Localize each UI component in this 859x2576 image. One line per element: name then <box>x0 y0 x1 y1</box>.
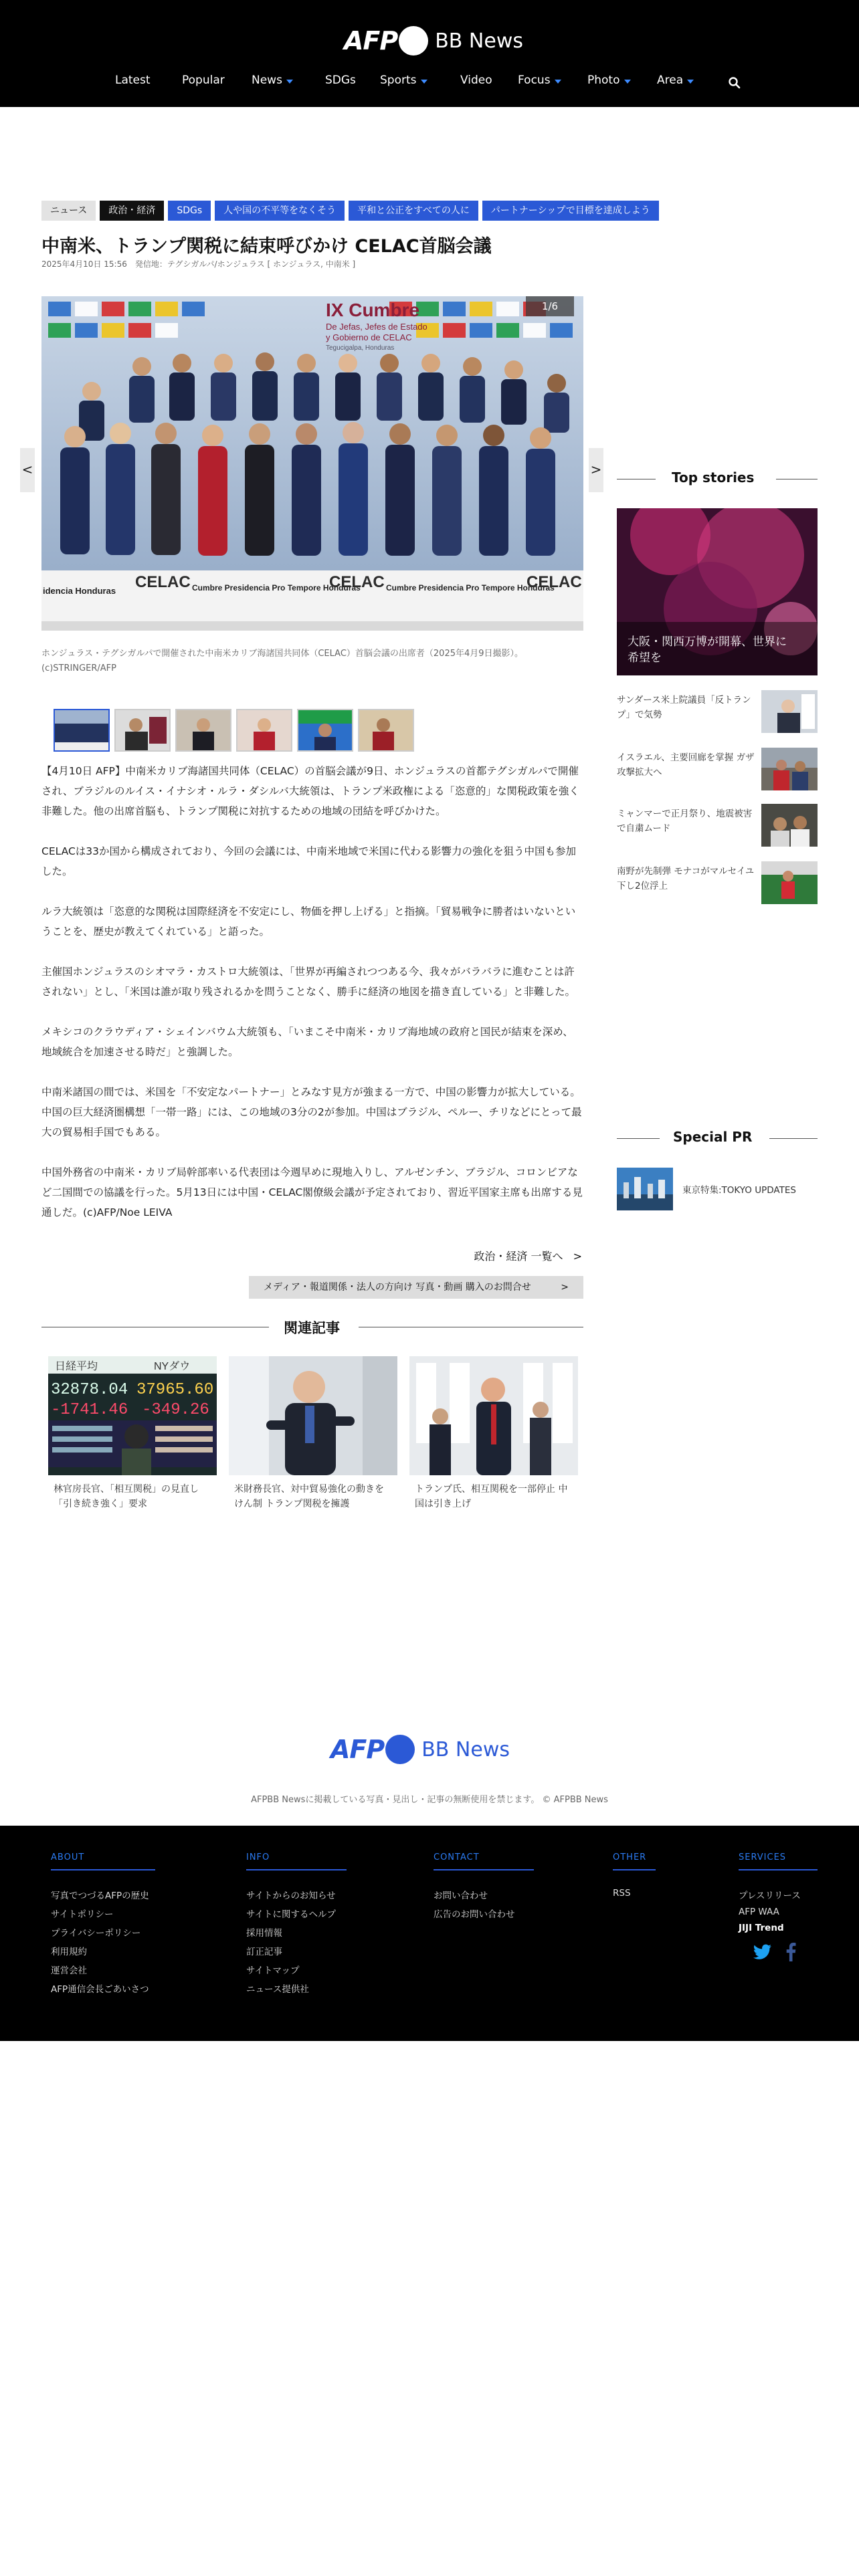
nav-label: Focus <box>518 74 551 87</box>
more-link-label: 政治・経済 一覧へ <box>474 1250 563 1263</box>
nav-area[interactable] <box>657 74 694 87</box>
story-title: サンダース米上院議員「反トランプ」で気勢 <box>617 695 751 720</box>
footer-link[interactable]: サイトからのお知らせ <box>246 1891 336 1901</box>
summit-group-photo <box>41 296 583 631</box>
footer-link[interactable]: ニュース提供社 <box>246 1984 309 1995</box>
top-story-item[interactable] <box>617 861 818 908</box>
pr-thumbnail <box>617 1168 673 1210</box>
svg-text:-1741.46: -1741.46 <box>51 1401 128 1419</box>
top-story-item[interactable] <box>617 804 818 851</box>
top-story-feature[interactable] <box>617 508 818 675</box>
site-footer <box>0 1826 859 2041</box>
banner-sub3: Tegucigalpa, Honduras <box>326 344 395 352</box>
footer-link[interactable]: RSS <box>613 1888 631 1899</box>
svg-text:-349.26: -349.26 <box>142 1401 209 1419</box>
footer-col-services <box>739 1852 818 1961</box>
nav-sports[interactable] <box>380 74 427 87</box>
chevron-right-icon: > <box>561 1282 569 1293</box>
photo-caption: ホンジュラス・テグシガルパで開催された中南米カリブ海諸国共同体（CELAC）首脳会議の出席者（2025年4月9日撮影）。(c)STRINGER/AFP <box>41 649 524 673</box>
footer-copyright: AFPBB Newsに掲載している写真・見出し・記事の無断使用を禁じます。 © AFPBB News <box>251 1795 608 1805</box>
footer-heading: SERVICES <box>739 1852 818 1870</box>
article-paragraph: 中国外務省の中南米・カリブ局幹部率いる代表団は今週早めに現地入りし、アルゼンチン、ブラジル、コロンビアなど二国間での協議を行った。5月13日には中国・CELAC閣僚級会議が予定されており、習近平国家主席も出席する見通しだ。(c)AFP/Noe LEIVA <box>41 1166 583 1218</box>
chevron-down-icon <box>555 80 561 84</box>
nav-label: Video <box>460 74 492 87</box>
chevron-left-icon: < <box>21 461 33 477</box>
twitter-icon[interactable] <box>753 1944 772 1960</box>
banner-title: IX Cumbre <box>326 300 420 320</box>
story-title: イスラエル、主要回廊を掌握 ガザ攻撃拡大へ <box>617 752 755 778</box>
main-photo[interactable] <box>41 296 583 631</box>
thumbnail-3[interactable] <box>175 709 231 752</box>
footer-link[interactable]: 運営会社 <box>51 1965 87 1976</box>
tag-peace-justice[interactable]: 平和と公正をすべての人に <box>349 201 478 221</box>
thumbnail-1[interactable] <box>54 709 110 752</box>
footer-heading: OTHER <box>613 1852 656 1870</box>
svg-text:CELAC: CELAC <box>329 573 385 591</box>
svg-text:CELAC: CELAC <box>135 573 191 591</box>
related-image <box>229 1356 397 1475</box>
related-text: トランプ氏、相互関税を一部停止 中国は引き上げ <box>415 1484 568 1509</box>
thumbnail-4[interactable] <box>236 709 292 752</box>
logo-afp-text: AFP <box>344 26 398 56</box>
chevron-down-icon <box>286 80 293 84</box>
chevron-down-icon <box>421 80 427 84</box>
search-icon[interactable] <box>728 76 741 90</box>
footer-link[interactable]: サイトポリシー <box>51 1909 114 1920</box>
banner-sub2: y Gobierno de CELAC <box>326 332 412 342</box>
footer-heading: ABOUT <box>51 1852 155 1870</box>
nav-label: Popular <box>182 74 225 87</box>
chevron-right-icon: > <box>573 1250 582 1263</box>
related-article-1[interactable] <box>48 1356 217 1511</box>
nav-photo[interactable] <box>587 74 631 87</box>
article-paragraph: 【4月10日 AFP】中南米カリブ海諸国共同体（CELAC）の首脳会議が9日、ホンジュラスの首都テグシガルパで開催され、ブラジルのルイス・イナシオ・ルラ・ダシルバ大統領は、トランプ米政権による「恣意的」な関税政策を強く非難した。他の出席首脳も、トランプ関税に対抗するための地域の団結を呼びかけた。 <box>41 765 579 817</box>
social-links <box>739 1943 818 1961</box>
photo-thumbnails <box>54 709 414 752</box>
facebook-icon[interactable] <box>785 1943 796 1961</box>
chevron-right-icon: > <box>590 461 602 477</box>
nav-label: Photo <box>587 74 620 87</box>
nav-label: News <box>252 74 282 87</box>
footer-col-contact <box>434 1852 534 1920</box>
feature-caption: 大阪・関西万博が開幕、世界に希望を <box>628 635 787 665</box>
svg-text:37965.60: 37965.60 <box>136 1381 214 1399</box>
related-title: 関連記事 <box>284 1320 340 1336</box>
photo-counter: 1/6 <box>526 296 574 316</box>
divider <box>769 1138 818 1139</box>
nav-latest[interactable] <box>115 74 151 87</box>
logo-bbnews-text: BB News <box>435 29 523 53</box>
nav-focus[interactable] <box>518 74 561 87</box>
pr-text: 東京特集:TOKYO UPDATES <box>682 1185 796 1196</box>
article-paragraph: CELACは33か国から構成されており、今回の会議には、中南米地域で米国に代わる影響力の強化を狙う中国も参加した。 <box>41 845 576 877</box>
tag-partnerships[interactable]: パートナーシップで目標を達成しよう <box>482 201 659 221</box>
footer-link[interactable]: サイトマップ <box>246 1965 300 1976</box>
podium-left-text: idencia Honduras <box>43 586 116 596</box>
thumbnail-5[interactable] <box>297 709 353 752</box>
top-stories-title: Top stories <box>672 469 755 486</box>
related-article-3[interactable] <box>409 1356 578 1511</box>
story-thumbnail <box>761 690 818 733</box>
story-thumbnail <box>761 804 818 847</box>
article-paragraph: メキシコのクラウディア・シェインバウム大統領も、「いまこそ中南米・カリブ海地域の政府と国民が結束を深め、地域統合を加速させる時だ」と強調した。 <box>41 1026 573 1058</box>
special-pr-title: Special PR <box>673 1129 753 1145</box>
svg-text:NYダウ: NYダウ <box>154 1361 191 1372</box>
tag-sdgs[interactable]: SDGs <box>168 201 211 221</box>
footer-col-about <box>51 1852 155 1995</box>
site-header <box>0 0 859 107</box>
nav-news[interactable] <box>252 74 293 87</box>
related-image <box>48 1356 217 1475</box>
article-title: 中南米、トランプ関税に結束呼びかけ CELAC首脳会議 <box>41 236 492 257</box>
podium-right-text: Cumbre Presidencia Pro Tempore Honduras <box>386 583 555 593</box>
svg-text:32878.04: 32878.04 <box>51 1381 128 1399</box>
nav-label: Latest <box>115 74 151 87</box>
article-paragraph: ルラ大統領は「恣意的な関税は国際経済を不安定にし、物価を押し上げる」と指摘。「貿易戦争に勝者はいないということを、歴史が教えてくれている」と語った。 <box>41 905 576 938</box>
footer-link[interactable]: AFP通信会長ごあいさつ <box>51 1984 149 1995</box>
thumbnail-6[interactable] <box>358 709 414 752</box>
nav-sdgs[interactable] <box>325 74 356 87</box>
divider <box>617 1138 660 1139</box>
chevron-down-icon <box>687 80 694 84</box>
media-contact-button[interactable] <box>249 1276 583 1299</box>
footer-col-other <box>613 1852 656 1899</box>
tag-news[interactable]: ニュース <box>41 201 96 221</box>
tag-list <box>41 201 659 221</box>
top-story-item[interactable] <box>617 690 818 737</box>
logo-afp-text: AFP <box>330 1735 385 1764</box>
contact-bar-label: メディア・報道関係・法人の方向け 写真・動画 購入のお問合せ <box>264 1282 531 1293</box>
related-text: 米財務長官、対中貿易強化の動きをけん制 トランプ関税を擁護 <box>234 1484 384 1509</box>
afpbb-logo[interactable] <box>344 24 523 58</box>
prev-photo-button[interactable] <box>20 448 35 492</box>
footer-link[interactable]: お問い合わせ <box>434 1891 488 1901</box>
chevron-down-icon <box>624 80 631 84</box>
special-pr-item[interactable] <box>617 1168 818 1212</box>
nav-label: Sports <box>380 74 417 87</box>
story-thumbnail <box>761 748 818 790</box>
article-body <box>41 761 583 1243</box>
footer-logo[interactable] <box>330 1735 510 1764</box>
nav-popular[interactable] <box>182 74 225 87</box>
svg-text:CELAC: CELAC <box>527 573 582 591</box>
tag-politics-economy[interactable]: 政治・経済 <box>100 201 164 221</box>
logo-dot <box>399 26 428 56</box>
story-title: ミャンマーで正月祭り、地震被害で自粛ムード <box>617 809 753 834</box>
nav-label: SDGs <box>325 74 356 87</box>
footer-link[interactable]: 広告のお問い合わせ <box>434 1909 515 1920</box>
related-text: 林官房長官、「相互関税」の見直し「引き続き強く」要求 <box>54 1484 199 1509</box>
svg-text:日経平均: 日経平均 <box>55 1361 98 1372</box>
footer-link[interactable]: 採用情報 <box>246 1928 282 1939</box>
footer-col-info <box>246 1852 347 1995</box>
main-nav <box>100 72 756 92</box>
footer-link[interactable]: JIJI Trend <box>739 1923 784 1933</box>
logo-dot <box>385 1735 415 1764</box>
article-paragraph: 中南米諸国の間では、米国を「不安定なパートナー」とみなす見方が強まる一方で、中国の影響力が拡大している。中国の巨大経済圏構想「一帯一路」には、この地域の3分の2が参加。中国はブラジル、ペルー、チリなどにとって最大の貿易相手国でもある。 <box>41 1086 582 1138</box>
story-title: 南野が先制弾 モナコがマルセイユ下し2位浮上 <box>617 866 755 891</box>
related-image <box>409 1356 578 1475</box>
tag-reduce-inequality[interactable]: 人や国の不平等をなくそう <box>215 201 345 221</box>
podium-mid-text: Cumbre Presidencia Pro Tempore Honduras <box>192 583 361 593</box>
article-paragraph: 主催国ホンジュラスのシオマラ・カストロ大統領は、「世界が再編されつつある今、我々がバラバラに進むことは許されない」とし、「米国は誰が取り残されるかを問うことなく、勝手に経済の地図を描き直している」と非難した。 <box>41 966 575 998</box>
category-more-link[interactable] <box>375 1248 582 1263</box>
top-story-item[interactable] <box>617 748 818 794</box>
footer-link[interactable]: 利用規約 <box>51 1947 87 1957</box>
banner-sub1: De Jefas, Jefes de Estado <box>326 322 427 332</box>
nav-label: Area <box>657 74 684 87</box>
related-article-2[interactable] <box>229 1356 397 1511</box>
logo-bbnews-text: BB News <box>421 1737 510 1761</box>
footer-link[interactable]: サイトに関するヘルプ <box>246 1909 337 1920</box>
footer-link[interactable]: AFP WAA <box>739 1907 779 1917</box>
footer-heading: CONTACT <box>434 1852 534 1870</box>
footer-link[interactable]: プライバシーポリシー <box>51 1928 141 1939</box>
article-meta: 2025年4月10日 15:56 発信地：テグシガルパ/ホンジュラス [ ホンジュラス, 中南米 ] <box>41 259 356 269</box>
thumbnail-2[interactable] <box>114 709 171 752</box>
footer-link[interactable]: 写真でつづるAFPの歴史 <box>51 1891 149 1901</box>
next-photo-button[interactable] <box>589 448 603 492</box>
nav-video[interactable] <box>460 74 492 87</box>
story-thumbnail <box>761 861 818 904</box>
footer-link[interactable]: 訂正記事 <box>246 1947 282 1957</box>
footer-heading: INFO <box>246 1852 347 1870</box>
footer-link[interactable]: プレスリリース <box>739 1891 801 1901</box>
